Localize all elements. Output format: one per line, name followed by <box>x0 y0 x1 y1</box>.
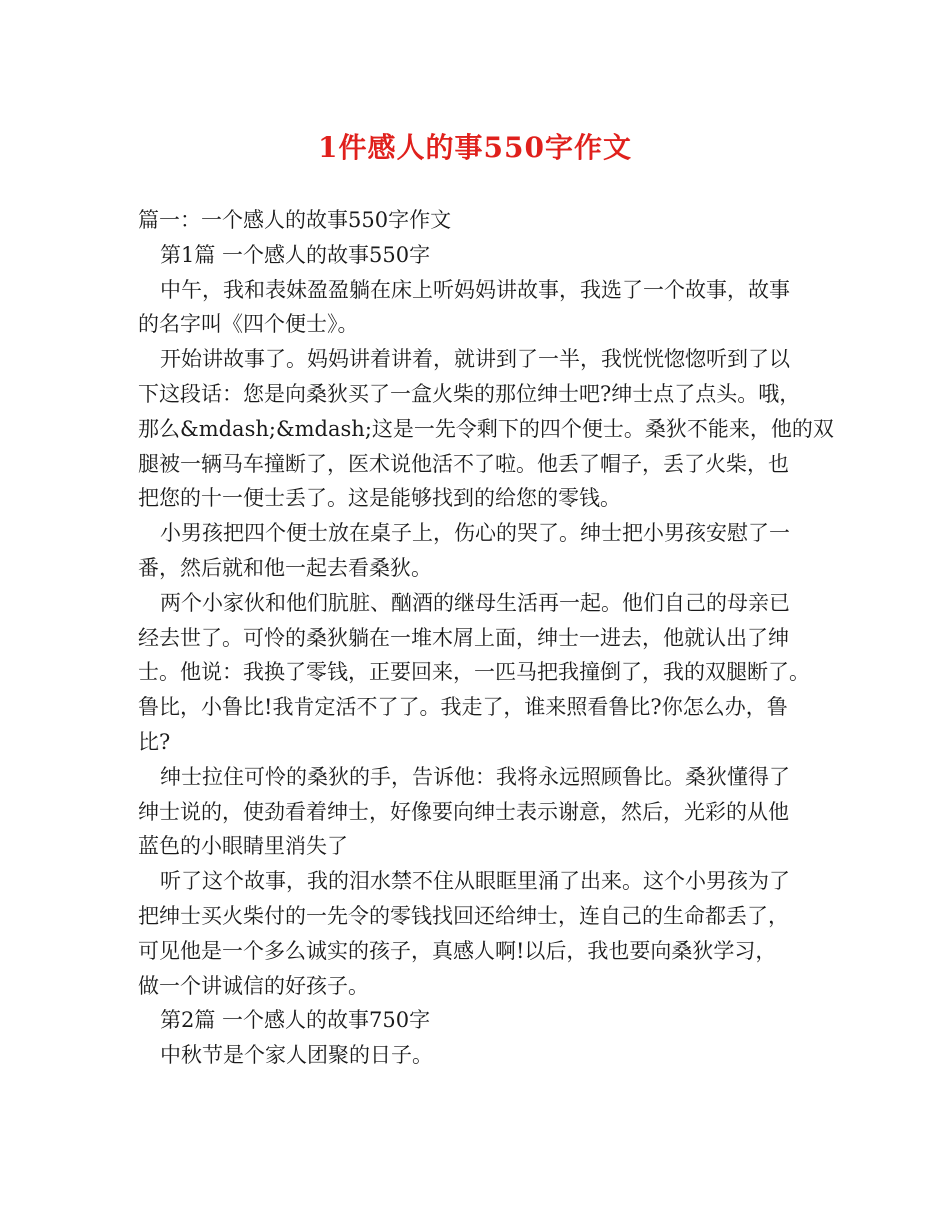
text-line: 腿被一辆马车撞断了，医术说他活不了啦。他丢了帽子，丢了火柴，也 <box>138 451 789 476</box>
text-line: 绅士拉住可怜的桑狄的手，告诉他：我将永远照顾鲁比。桑狄懂得了 <box>160 764 790 789</box>
text-line: 鲁比，小鲁比!我肯定活不了了。我走了，谁来照看鲁比?你怎么办，鲁 <box>138 695 788 720</box>
text-line: 听了这个故事，我的泪水禁不住从眼眶里涌了出来。这个小男孩为了 <box>160 869 790 894</box>
document-body <box>138 203 838 1073</box>
text-line: 中秋节是个家人团聚的日子。 <box>160 1043 433 1068</box>
text-line: 下这段话：您是向桑狄买了一盒火柴的那位绅士吧?绅士点了点头。哦， <box>138 381 801 406</box>
text-line: 那么&mdash;&mdash;这是一先令剩下的四个便士。桑狄不能来，他的双 <box>138 416 834 441</box>
text-line: 蓝色的小眼睛里消失了 <box>138 834 348 859</box>
text-line: 第1篇 一个感人的故事550字 <box>160 242 431 267</box>
text-line: 番，然后就和他一起去看桑狄。 <box>138 555 432 580</box>
text-line: 的名字叫《四个便士》。 <box>138 312 359 337</box>
text-line: 两个小家伙和他们肮脏、酗酒的继母生活再一起。他们自己的母亲已 <box>160 590 790 615</box>
text-line: 做一个讲诚信的好孩子。 <box>138 973 369 998</box>
text-line: 把您的十一便士丢了。这是能够找到的给您的零钱。 <box>138 486 621 511</box>
text-line: 把绅士买火柴付的一先令的零钱找回还给绅士，连自己的生命都丢了， <box>138 903 789 928</box>
text-line: 比? <box>138 729 171 754</box>
text-line: 可见他是一个多么诚实的孩子，真感人啊!以后，我也要向桑狄学习， <box>138 938 777 963</box>
text-line: 士。他说：我换了零钱，正要回来，一匹马把我撞倒了，我的双腿断了。 <box>138 660 810 685</box>
text-line: 经去世了。可怜的桑狄躺在一堆木屑上面，绅士一进去，他就认出了绅 <box>138 625 789 650</box>
document-title: 1件感人的事550字作文 <box>318 131 632 164</box>
text-line: 绅士说的，使劲看着绅士，好像要向绅士表示谢意，然后，光彩的从他 <box>138 799 789 824</box>
text-line: 小男孩把四个便士放在桌子上，伤心的哭了。绅士把小男孩安慰了一 <box>160 521 790 546</box>
text-line: 第2篇 一个感人的故事750字 <box>160 1008 431 1033</box>
text-line: 开始讲故事了。妈妈讲着讲着，就讲到了一半，我恍恍惚惚听到了以 <box>160 347 790 372</box>
text-line: 中午，我和表妹盈盈躺在床上听妈妈讲故事，我选了一个故事，故事 <box>160 277 790 302</box>
text-line: 篇一：一个感人的故事550字作文 <box>138 208 452 232</box>
